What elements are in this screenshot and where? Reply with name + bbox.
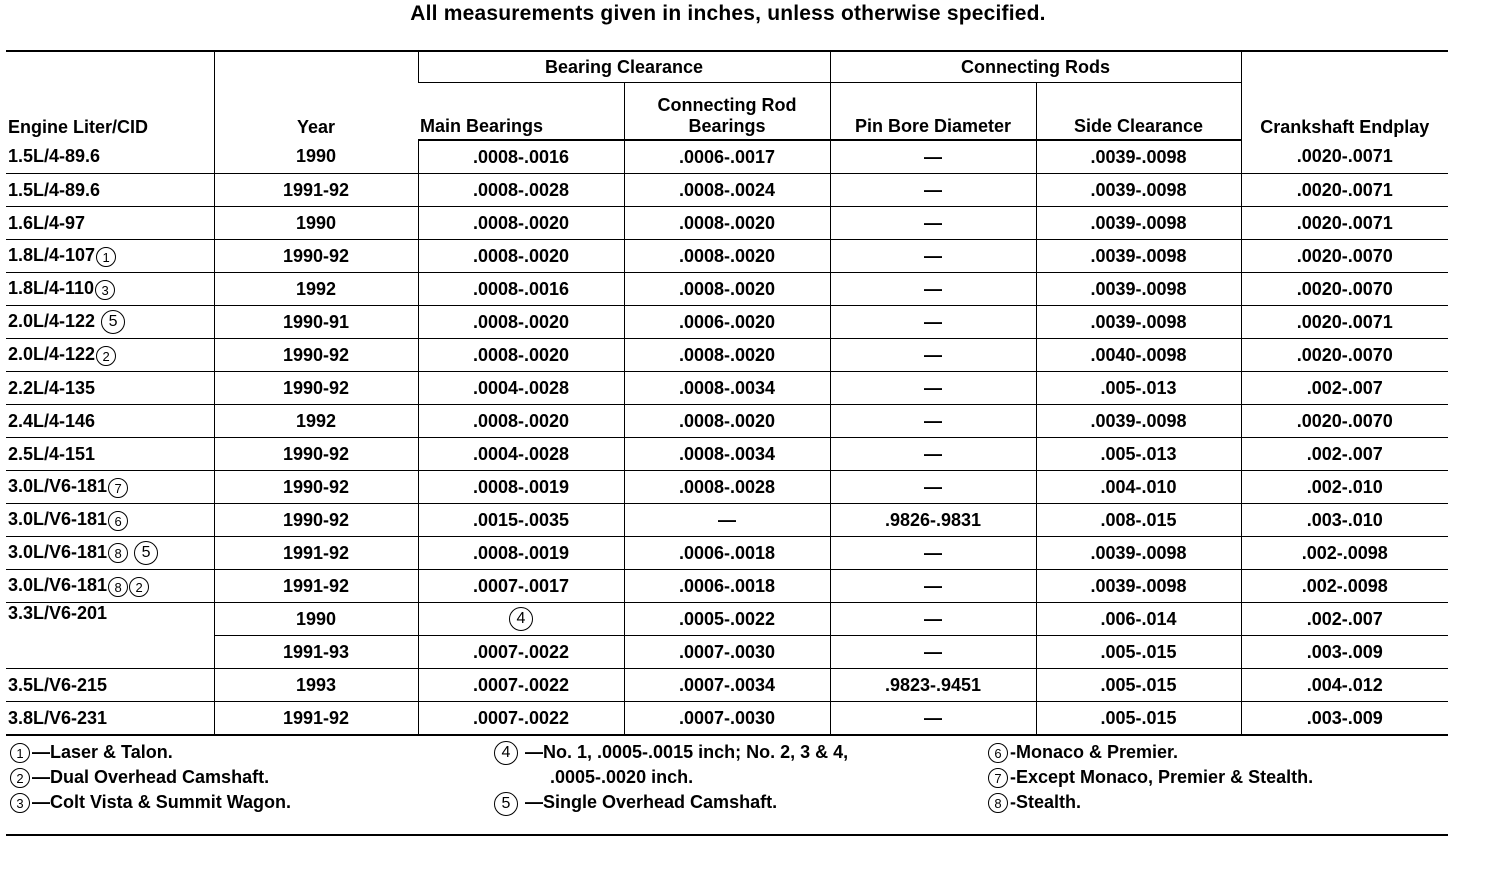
cell-pin-bore-diameter: — [830,339,1036,372]
footnote-4 [494,740,848,765]
cell-year: 1991-92 [214,702,418,736]
footnote-8 [988,790,1313,815]
engine-label: 3.0L/V6-181 [8,509,108,530]
table-row [6,537,1448,570]
footnote-text: -Monaco & Premier. [1010,742,1179,762]
cell-main-bearings [418,603,624,636]
table-row [6,570,1448,603]
table-body [6,140,1448,735]
cell-year: 1990 [214,140,418,174]
table-row [6,702,1448,736]
table-row [6,471,1448,504]
cell-side-clearance: .0039-.0098 [1036,273,1241,306]
cell-crankshaft-endplay: .002-.010 [1241,471,1448,504]
cell-engine [6,438,214,471]
cell-pin-bore-diameter: — [830,570,1036,603]
engine-label: 2.0L/4-122 [8,344,96,365]
table-row [6,273,1448,306]
cell-side-clearance: .005-.013 [1036,438,1241,471]
cell-side-clearance: .005-.015 [1036,669,1241,702]
engine-label: 2.4L/4-146 [8,410,96,431]
footnote-4-continued [494,765,848,790]
cell-connecting-rod-bearings: .0006-.0018 [624,570,830,603]
footnote-ref: 5 [101,310,125,334]
bottom-rule [6,834,1448,836]
header-pin-bore-diameter: Pin Bore Diameter [830,83,1036,141]
cell-main-bearings: .0007-.0017 [418,570,624,603]
cell-pin-bore-diameter: — [830,438,1036,471]
cell-pin-bore-diameter: — [830,636,1036,669]
footnote-column-3 [988,740,1313,815]
cell-main-bearings: .0008-.0020 [418,207,624,240]
engine-label: 1.5L/4-89.6 [8,146,101,166]
cell-pin-bore-diameter: — [830,537,1036,570]
cell-pin-bore-diameter: — [830,207,1036,240]
cell-year: 1990-92 [214,471,418,504]
cell-main-bearings: .0008-.0028 [418,174,624,207]
table-row [6,636,1448,669]
cell-year: 1990-92 [214,339,418,372]
cell-main-bearings: .0008-.0020 [418,240,624,273]
cell-pin-bore-diameter: .9826-.9831 [830,504,1036,537]
cell-crankshaft-endplay: .003-.009 [1241,636,1448,669]
footnote-ref: 8 [108,577,128,597]
cell-crankshaft-endplay: .0020-.0071 [1241,140,1448,174]
footnote-text: —Dual Overhead Camshaft. [32,767,270,787]
cell-side-clearance: .0039-.0098 [1036,405,1241,438]
cell-engine [6,570,214,603]
cell-year: 1992 [214,405,418,438]
cell-engine [6,240,214,273]
footnote-mark: 8 [988,793,1008,813]
cell-connecting-rod-bearings: .0006-.0018 [624,537,830,570]
cell-connecting-rod-bearings: .0008-.0020 [624,273,830,306]
footnote-mark: 6 [988,743,1008,763]
footnote-mark: 5 [494,792,518,816]
footnote-ref: 7 [108,478,128,498]
cell-year: 1991-92 [214,537,418,570]
cell-crankshaft-endplay: .0020-.0070 [1241,339,1448,372]
cell-crankshaft-endplay: .0020-.0070 [1241,273,1448,306]
cell-engine [6,504,214,537]
cell-crankshaft-endplay: .0020-.0071 [1241,306,1448,339]
cell-year: 1993 [214,669,418,702]
cell-main-bearings: .0008-.0020 [418,339,624,372]
engine-label: 3.0L/V6-181 [8,476,108,497]
cell-engine [6,339,214,372]
table-row [6,504,1448,537]
cell-engine [6,603,214,636]
cell-engine [6,636,214,669]
cell-year: 1991-93 [214,636,418,669]
cell-engine [6,306,214,339]
cell-connecting-rod-bearings: .0006-.0020 [624,306,830,339]
footnote-7 [988,765,1313,790]
footnotes [6,740,1448,836]
footnote-text: —Single Overhead Camshaft. [520,792,778,813]
cell-side-clearance: .0039-.0098 [1036,140,1241,174]
cell-year: 1991-92 [214,570,418,603]
table-row [6,240,1448,273]
cell-pin-bore-diameter: — [830,372,1036,405]
cell-crankshaft-endplay: .0020-.0070 [1241,405,1448,438]
cell-crankshaft-endplay: .002-.007 [1241,603,1448,636]
footnote-column-2 [494,740,848,816]
cell-crankshaft-endplay: .002-.0098 [1241,570,1448,603]
cell-connecting-rod-bearings: .0008-.0020 [624,405,830,438]
cell-side-clearance: .005-.015 [1036,702,1241,736]
cell-side-clearance: .006-.014 [1036,603,1241,636]
engine-label: 2.5L/4-151 [8,443,96,464]
cell-year: 1990-92 [214,372,418,405]
footnote-text: .0005-.0020 inch. [550,767,694,788]
table-row [6,669,1448,702]
footnote-5 [494,790,848,815]
footnote-ref: 8 [108,543,128,563]
cell-connecting-rod-bearings: .0008-.0034 [624,438,830,471]
cell-engine [6,537,214,570]
table-row [6,603,1448,636]
footnote-mark: 1 [10,743,30,763]
cell-main-bearings: .0008-.0016 [418,140,624,174]
cell-year: 1990-92 [214,240,418,273]
cell-connecting-rod-bearings: .0005-.0022 [624,603,830,636]
cell-pin-bore-diameter: — [830,603,1036,636]
header-connecting-rods: Connecting Rods [830,51,1241,83]
cell-side-clearance: .0039-.0098 [1036,306,1241,339]
cell-connecting-rod-bearings: .0007-.0030 [624,702,830,736]
footnote-text: —No. 1, .0005-.0015 inch; No. 2, 3 & 4, [520,742,849,762]
footnote-ref: 6 [108,511,128,531]
cell-engine [6,669,214,702]
footnote-text: -Stealth. [1010,792,1082,812]
cell-main-bearings: .0007-.0022 [418,669,624,702]
cell-connecting-rod-bearings: .0006-.0017 [624,140,830,174]
cell-engine [6,273,214,306]
cell-main-bearings: .0015-.0035 [418,504,624,537]
cell-year: 1990-91 [214,306,418,339]
header-crankshaft-endplay: Crankshaft Endplay [1241,51,1448,140]
cell-main-bearings: .0004-.0028 [418,438,624,471]
cell-crankshaft-endplay: .002-.007 [1241,438,1448,471]
cell-pin-bore-diameter: — [830,405,1036,438]
cell-engine [6,174,214,207]
table-row [6,438,1448,471]
footnote-mark: 7 [988,768,1008,788]
engine-label: 1.6L/4-97 [8,212,86,233]
footnote-ref: 1 [96,247,116,267]
cell-main-bearings: .0008-.0019 [418,471,624,504]
specifications-table [6,50,1448,736]
cell-pin-bore-diameter: — [830,140,1036,174]
cell-side-clearance: .008-.015 [1036,504,1241,537]
cell-crankshaft-endplay: .002-.007 [1241,372,1448,405]
table-row [6,306,1448,339]
cell-crankshaft-endplay: .003-.009 [1241,702,1448,736]
cell-crankshaft-endplay: .0020-.0071 [1241,174,1448,207]
cell-main-bearings: .0007-.0022 [418,636,624,669]
table-row [6,207,1448,240]
footnote-column-1 [10,740,291,815]
cell-side-clearance: .0039-.0098 [1036,537,1241,570]
header-engine: Engine Liter/CID [6,51,214,140]
cell-main-bearings: .0004-.0028 [418,372,624,405]
cell-pin-bore-diameter: .9823-.9451 [830,669,1036,702]
cell-crankshaft-endplay: .003-.010 [1241,504,1448,537]
cell-connecting-rod-bearings: .0007-.0030 [624,636,830,669]
cell-pin-bore-diameter: — [830,174,1036,207]
engine-label: 2.0L/4-122 [8,310,96,331]
cell-engine [6,207,214,240]
header-side-clearance: Side Clearance [1036,83,1241,141]
cell-connecting-rod-bearings: .0008-.0034 [624,372,830,405]
cell-side-clearance: .0039-.0098 [1036,240,1241,273]
footnote-ref: 2 [96,346,116,366]
cell-side-clearance: .005-.013 [1036,372,1241,405]
engine-label: 3.5L/V6-215 [8,674,108,695]
footnote-text: —Colt Vista & Summit Wagon. [32,792,292,812]
cell-connecting-rod-bearings: — [624,504,830,537]
cell-side-clearance: .004-.010 [1036,471,1241,504]
cell-connecting-rod-bearings: .0007-.0034 [624,669,830,702]
cell-main-bearings: .0008-.0019 [418,537,624,570]
cell-crankshaft-endplay: .0020-.0070 [1241,240,1448,273]
engine-label: 3.0L/V6-181 [8,541,108,562]
page-title: All measurements given in inches, unless otherwise specified. [410,2,1046,25]
table-row [6,372,1448,405]
header-main-bearings: Main Bearings [418,83,624,141]
footnote-ref: 5 [134,541,158,565]
cell-year: 1992 [214,273,418,306]
cell-connecting-rod-bearings: .0008-.0028 [624,471,830,504]
cell-pin-bore-diameter: — [830,240,1036,273]
footnote-1 [10,740,291,765]
cell-side-clearance: .0039-.0098 [1036,207,1241,240]
engine-label: 1.8L/4-107 [8,245,96,266]
cell-connecting-rod-bearings: .0008-.0020 [624,207,830,240]
engine-label: 3.0L/V6-181 [8,575,108,596]
header-bearing-clearance: Bearing Clearance [418,51,830,83]
cell-year: 1990-92 [214,438,418,471]
cell-main-bearings: .0008-.0020 [418,405,624,438]
cell-side-clearance: .0039-.0098 [1036,174,1241,207]
engine-label: 1.5L/4-89.6 [8,179,101,200]
footnote-2 [10,765,291,790]
footnote-text: -Except Monaco, Premier & Stealth. [1010,767,1314,787]
cell-side-clearance: .0039-.0098 [1036,570,1241,603]
cell-pin-bore-diameter: — [830,273,1036,306]
cell-engine [6,702,214,736]
cell-pin-bore-diameter: — [830,306,1036,339]
cell-crankshaft-endplay: .0020-.0071 [1241,207,1448,240]
table-row [6,405,1448,438]
cell-crankshaft-endplay: .002-.0098 [1241,537,1448,570]
table-row [6,174,1448,207]
cell-pin-bore-diameter: — [830,471,1036,504]
engine-label: 1.8L/4-110 [8,278,95,299]
footnote-ref: 3 [95,280,115,300]
header-connecting-rod-bearings: Connecting Rod Bearings [624,83,830,141]
cell-year: 1990 [214,207,418,240]
cell-engine [6,140,214,174]
header-year: Year [214,51,418,140]
cell-main-bearings: .0007-.0022 [418,702,624,736]
cell-year: 1990-92 [214,504,418,537]
footnote-text: —Laser & Talon. [32,742,173,762]
footnote-ref: 2 [129,577,149,597]
footnote-mark: 4 [494,741,518,765]
cell-engine [6,372,214,405]
table-row [6,140,1448,174]
engine-label: 2.2L/4-135 [8,377,96,398]
cell-engine [6,471,214,504]
cell-connecting-rod-bearings: .0008-.0020 [624,240,830,273]
cell-main-bearings: .0008-.0020 [418,306,624,339]
cell-engine [6,405,214,438]
cell-side-clearance: .005-.015 [1036,636,1241,669]
engine-label: 3.3L/V6-201 [8,603,108,623]
cell-side-clearance: .0040-.0098 [1036,339,1241,372]
cell-crankshaft-endplay: .004-.012 [1241,669,1448,702]
engine-label: 3.8L/V6-231 [8,707,108,728]
footnote-6 [988,740,1313,765]
cell-main-bearings: .0008-.0016 [418,273,624,306]
cell-connecting-rod-bearings: .0008-.0020 [624,339,830,372]
cell-year: 1990 [214,603,418,636]
cell-connecting-rod-bearings: .0008-.0024 [624,174,830,207]
cell-pin-bore-diameter: — [830,702,1036,736]
footnote-ref: 4 [509,607,533,631]
footnote-mark: 2 [10,768,30,788]
cell-year: 1991-92 [214,174,418,207]
footnote-3 [10,790,291,815]
footnote-mark: 3 [10,793,30,813]
table-row [6,339,1448,372]
